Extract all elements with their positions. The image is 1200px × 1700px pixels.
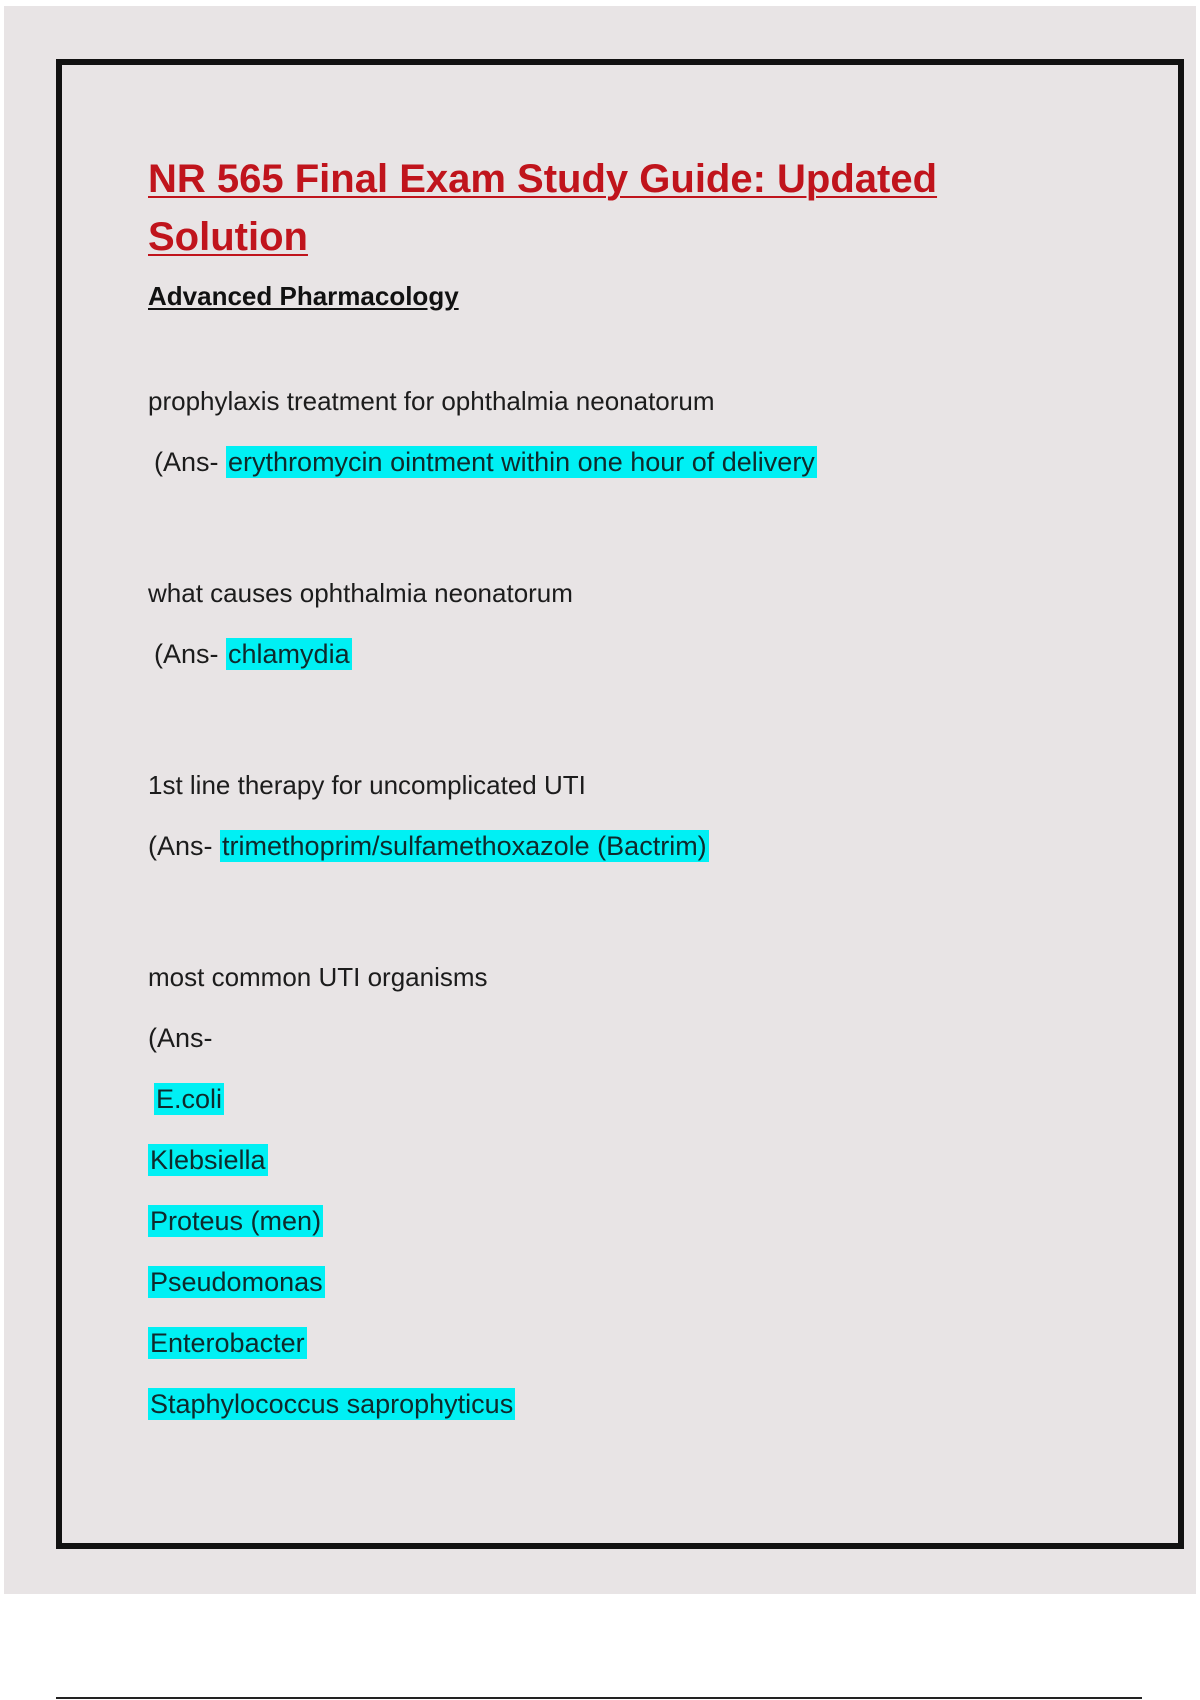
question-text: prophylaxis treatment for ophthalmia neonatorum xyxy=(148,386,715,416)
highlighted-answer: Staphylococcus saprophyticus xyxy=(150,1389,514,1419)
qa-item xyxy=(148,576,1048,672)
highlighted-answer: Enterobacter xyxy=(150,1328,305,1358)
document-title: NR 565 Final Exam Study Guide: Updated Solution xyxy=(148,157,938,259)
highlighted-answer: Klebsiella xyxy=(150,1145,266,1175)
list-item xyxy=(148,1203,1048,1239)
list-item xyxy=(148,1264,1048,1300)
answer-line xyxy=(148,444,1048,480)
document-content xyxy=(148,150,1048,1422)
question-text: 1st line therapy for uncomplicated UTI xyxy=(148,770,586,800)
answer-prefix: (Ans- xyxy=(148,1023,213,1053)
qa-item xyxy=(148,384,1048,480)
highlighted-answer: trimethoprim/sulfamethoxazole (Bactrim) xyxy=(222,831,707,861)
organism-list xyxy=(148,1081,1048,1422)
answer-prefix: (Ans- xyxy=(154,639,219,669)
highlighted-answer: chlamydia xyxy=(228,639,350,669)
document-subtitle: Advanced Pharmacology xyxy=(148,281,459,311)
list-item xyxy=(148,1386,1048,1422)
qa-item xyxy=(148,768,1048,864)
list-item xyxy=(148,1325,1048,1361)
qa-item xyxy=(148,960,1048,1422)
list-item xyxy=(148,1081,1048,1117)
answer-line xyxy=(148,828,1048,864)
highlighted-answer: E.coli xyxy=(156,1084,223,1114)
answer-prefix: (Ans- xyxy=(148,831,213,861)
highlighted-answer: Proteus (men) xyxy=(150,1206,322,1236)
answer-line xyxy=(148,636,1048,672)
list-item xyxy=(148,1142,1048,1178)
highlighted-answer: erythromycin ointment within one hour of delivery xyxy=(228,447,815,477)
answer-prefix: (Ans- xyxy=(154,447,219,477)
footer-divider xyxy=(56,1697,1142,1699)
question-text: what causes ophthalmia neonatorum xyxy=(148,578,573,608)
highlighted-answer: Pseudomonas xyxy=(150,1267,323,1297)
question-text: most common UTI organisms xyxy=(148,962,488,992)
